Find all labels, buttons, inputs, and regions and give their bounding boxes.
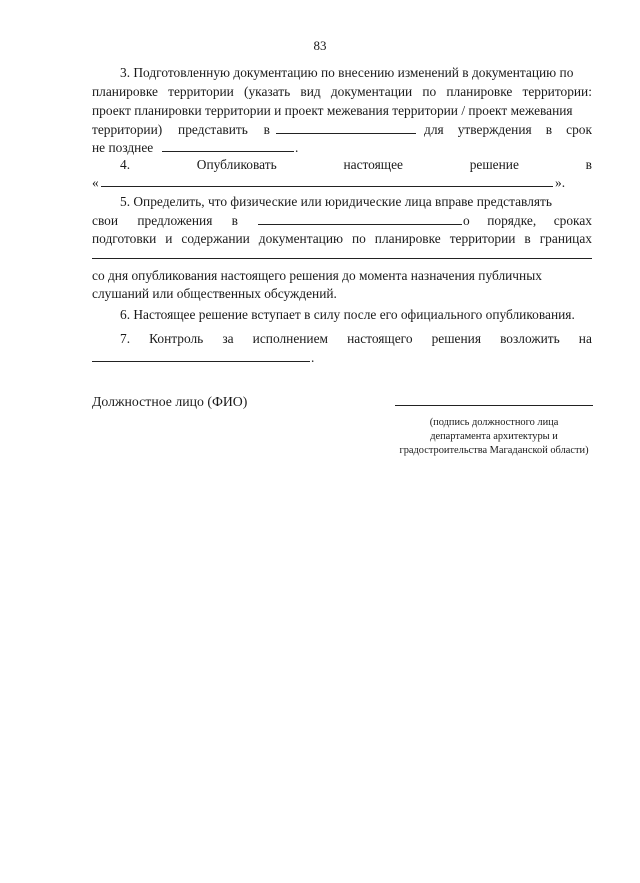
word: в: [231, 213, 238, 228]
word: за: [222, 331, 234, 346]
word: территории): [92, 122, 163, 137]
word: вид: [300, 84, 321, 99]
signature-note-line-1: (подпись должностного лица: [429, 417, 559, 428]
word: порядке,: [487, 213, 537, 228]
word: 4.: [120, 157, 131, 172]
p3-line-5-end: .: [295, 140, 299, 155]
word: предложения: [137, 213, 213, 228]
word: настоящее: [343, 157, 403, 172]
signature-note-line-3: градостроительства Магаданской области): [399, 445, 589, 456]
p5-line-2a: [92, 212, 238, 229]
p3-line-1: 3. Подготовленную документацию по внесению изменений в документацию по: [120, 65, 574, 80]
word: исполнением: [252, 331, 329, 346]
p4-close-quote: ».: [555, 175, 566, 190]
p3-line-5: не позднее: [92, 140, 154, 155]
word: и: [165, 231, 173, 246]
p3-line-3: проект планировки территории и проект межевания территории / проект межевания: [92, 103, 573, 118]
p5-line-1: 5. Определить, что физические или юридические лица вправе представлять: [120, 194, 552, 209]
word: по: [351, 231, 366, 246]
word: документации: [330, 84, 413, 99]
word: сроках: [553, 213, 592, 228]
word: Контроль: [149, 331, 204, 346]
p6-line: 6. Настоящее решение вступает в силу после его официального опубликования.: [120, 307, 575, 322]
blank-field-organ[interactable]: [276, 133, 416, 134]
p5-line-5: слушаний или общественных обсуждений.: [92, 286, 337, 301]
word: территории: [449, 231, 516, 246]
p5-line-3: [92, 230, 592, 247]
word: документацию: [258, 231, 344, 246]
signature-line[interactable]: [395, 405, 593, 406]
blank-field-proposals[interactable]: [258, 224, 462, 225]
word: в: [585, 157, 592, 172]
word: (указать: [243, 84, 291, 99]
word: представить: [178, 122, 248, 137]
p4-line-1: [120, 156, 592, 173]
word: подготовки: [92, 231, 157, 246]
word: по: [422, 84, 437, 99]
blank-field-control[interactable]: [92, 361, 310, 362]
word: планировке: [374, 231, 441, 246]
word: планировке: [92, 84, 158, 99]
word: 7.: [120, 331, 131, 346]
word: свои: [92, 213, 119, 228]
word: содержании: [181, 231, 250, 246]
word: решение: [469, 157, 519, 172]
blank-field-publication[interactable]: [101, 186, 553, 187]
blank-field-boundaries[interactable]: [92, 258, 592, 259]
word: решения: [431, 331, 481, 346]
word: в: [524, 231, 531, 246]
word: на: [578, 331, 592, 346]
p3-line-4a: [92, 121, 270, 138]
word: границах: [539, 231, 592, 246]
word: в: [263, 122, 270, 137]
word: срок: [566, 122, 592, 137]
p5-line-2b: [463, 212, 592, 229]
page-number: 83: [313, 38, 327, 53]
p7-line-1: [120, 330, 592, 347]
word: территории: [168, 84, 234, 99]
word: о: [463, 213, 470, 228]
blank-field-deadline[interactable]: [162, 151, 294, 152]
p3-line-2: [92, 83, 592, 100]
p7-end: .: [311, 350, 315, 365]
word: Опубликовать: [196, 157, 277, 172]
word: для: [424, 122, 444, 137]
word: настоящего: [347, 331, 413, 346]
word: возложить: [500, 331, 560, 346]
p5-line-4: со дня опубликования настоящего решения до момента назначения публичных: [92, 268, 542, 283]
word: территории:: [522, 84, 592, 99]
p4-open-quote: «: [92, 175, 99, 190]
p3-line-4b: [424, 121, 592, 138]
signature-label: Должностное лицо (ФИО): [92, 394, 248, 409]
signature-note-line-2: департамента архитектуры и: [430, 431, 558, 442]
word: в: [545, 122, 553, 137]
word: утверждения: [457, 122, 532, 137]
word: планировке: [446, 84, 513, 99]
